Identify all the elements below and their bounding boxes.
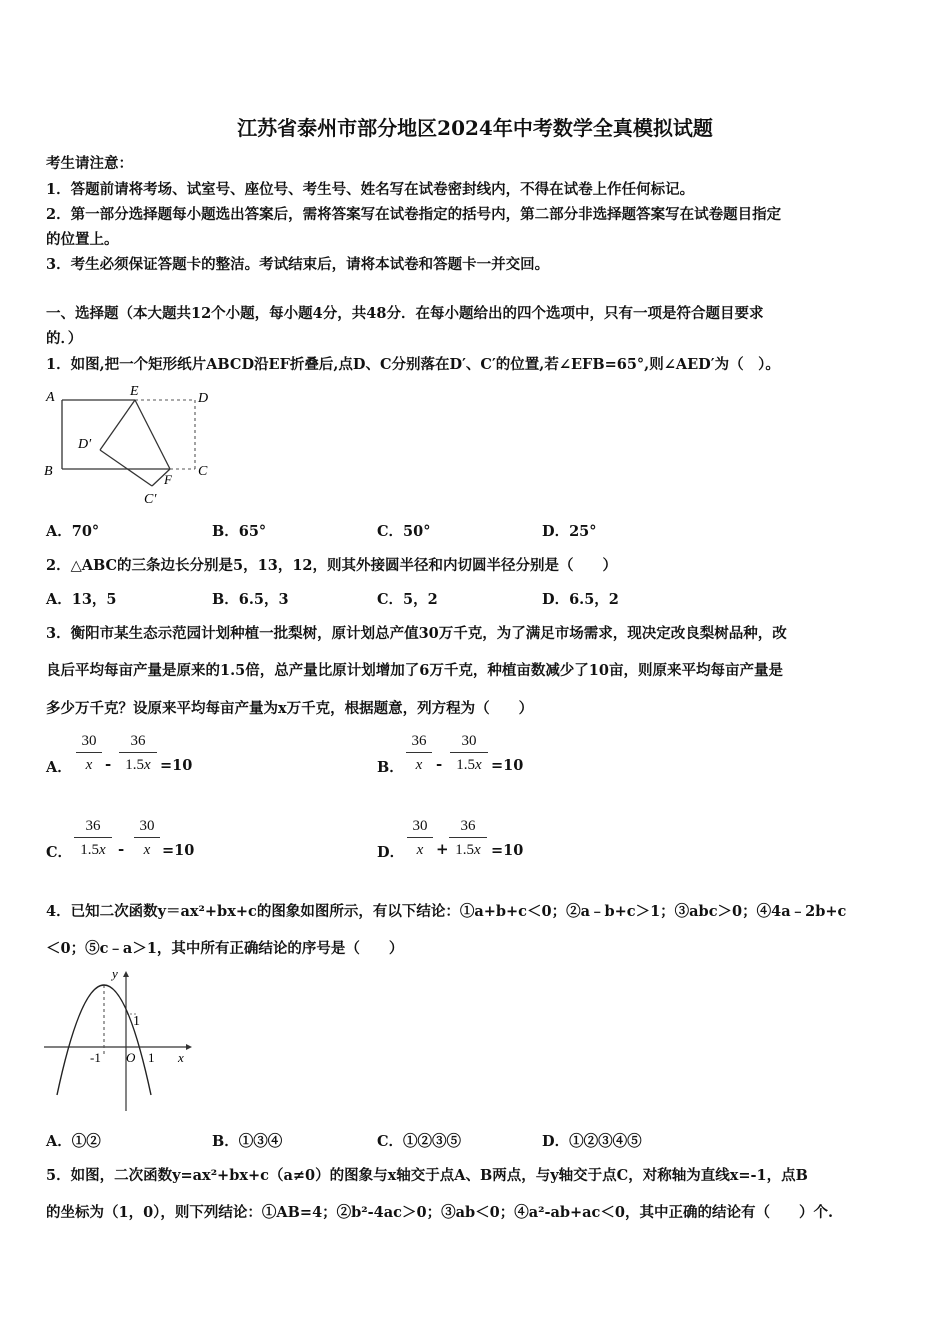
q4-option-d[interactable]: D．①②③④⑤ — [542, 1133, 642, 1150]
fraction: $\frac{36}{1.5x}$ — [449, 815, 487, 862]
fraction: $\frac{30}{x}$ — [134, 815, 160, 862]
q1-option-d[interactable]: D．25° — [542, 523, 597, 540]
fraction: $\frac{30}{x}$ — [407, 815, 433, 862]
question-5-stem-cont: 的坐标为（1，0），则下列结论：①AB=4；②b²-4ac＞0；③ab＜0；④a²-ab+ac＜0，其中正确的结论有（ ）个. — [46, 1204, 834, 1221]
notice-item: 的位置上。 — [46, 231, 119, 248]
fraction: $\frac{36}{1.5x}$ — [119, 730, 157, 777]
fraction: $\frac{36}{x}$ — [406, 730, 432, 777]
notice-item: 2．第一部分选择题每小题选出答案后，需将答案写在试卷指定的括号内，第二部分非选择题答案写在试卷题目指定 — [46, 206, 782, 223]
q1-option-c[interactable]: C．50° — [377, 523, 431, 540]
q1-option-a[interactable]: A．70° — [46, 523, 100, 540]
label-f: F — [164, 472, 172, 487]
q4-option-c[interactable]: C．①②③⑤ — [377, 1133, 462, 1150]
label-d: D — [198, 391, 209, 406]
equation-rhs: =10 — [160, 757, 193, 774]
q2-option-d[interactable]: D．6.5，2 — [542, 591, 619, 608]
question-4-stem: 4．已知二次函数y＝ax²+bx+c的图象如图所示，有以下结论：①a+b+c＜0；②a﹣b+c＞1；③abc＞0；④4a﹣2b+c — [46, 903, 847, 920]
label-c-prime: C′ — [144, 492, 157, 507]
question-2-stem: 2．△ABC的三条边长分别是5，13，12，则其外接圆半径和内切圆半径分别是（ ） — [46, 557, 617, 574]
operator: - — [436, 755, 443, 773]
equation-rhs: =10 — [491, 842, 524, 859]
question-4-stem-cont: ＜0；⑤c﹣a＞1，其中所有正确结论的序号是（ ） — [46, 940, 404, 957]
y-axis-label: y — [112, 966, 118, 981]
fraction: $\frac{30}{1.5x}$ — [450, 730, 488, 777]
section-heading-cont: 的．） — [46, 330, 83, 347]
question-1-figure — [40, 380, 230, 510]
q3-option-b-label[interactable]: B． — [377, 759, 404, 776]
operator: - — [105, 755, 112, 773]
q3-option-c-label[interactable]: C． — [46, 844, 73, 861]
equation-rhs: =10 — [491, 757, 524, 774]
label-a: A — [46, 390, 55, 405]
question-4-figure — [40, 965, 195, 1115]
q2-option-c[interactable]: C．5，2 — [377, 591, 438, 608]
question-5-stem: 5．如图，二次函数y=ax²+bx+c（a≠0）的图象与x轴交于点A、B两点，与y轴交于点C，对称轴为直线x=-1，点B — [46, 1167, 808, 1184]
q2-option-a[interactable]: A．13，5 — [46, 591, 117, 608]
fraction: $\frac{36}{1.5x}$ — [74, 815, 112, 862]
notice-item: 1．答题前请将考场、试室号、座位号、考生号、姓名写在试卷密封线内，不得在试卷上作任何标记。 — [46, 181, 695, 198]
question-3-stem-cont: 良后平均每亩产量是原来的1.5倍，总产量比原计划增加了6万千克，种植亩数减少了10亩，则原来平均每亩产量是 — [46, 662, 783, 679]
x-axis-label: x — [178, 1050, 184, 1065]
label-d-prime: D′ — [78, 437, 92, 452]
page-title: 江苏省泰州市部分地区2024年中考数学全真模拟试题 — [237, 116, 713, 140]
fraction: $\frac{30}{x}$ — [76, 730, 102, 777]
notice-item: 3．考生必须保证答题卡的整洁。考试结束后，请将本试卷和答题卡一并交回。 — [46, 256, 550, 273]
q4-option-a[interactable]: A．①② — [46, 1133, 101, 1150]
q3-option-d-label[interactable]: D． — [377, 844, 405, 861]
label-c: C — [198, 464, 208, 479]
neg-one-label: -1 — [90, 1050, 101, 1065]
q1-option-b[interactable]: B．65° — [212, 523, 267, 540]
origin-label: O — [126, 1050, 136, 1065]
equation-rhs: =10 — [162, 842, 195, 859]
operator: + — [436, 840, 449, 858]
notice-heading: 考生请注意： — [46, 155, 133, 172]
operator: - — [118, 840, 125, 858]
section-heading: 一、选择题（本大题共12个小题，每小题4分，共48分．在每小题给出的四个选项中，只有一项是符合题目要求 — [46, 305, 764, 322]
question-1-stem: 1．如图,把一个矩形纸片ABCD沿EF折叠后,点D、C分别落在D′、C′的位置,若∠EFB=65°,则∠AED′为（ ）。 — [46, 356, 780, 373]
q2-option-b[interactable]: B．6.5，3 — [212, 591, 289, 608]
label-e: E — [130, 384, 139, 399]
one-x-label: 1 — [148, 1050, 155, 1065]
y-intercept-label: 1 — [133, 1014, 140, 1029]
label-b: B — [44, 464, 53, 479]
q3-option-a-label[interactable]: A． — [46, 759, 72, 776]
question-3-stem: 3．衡阳市某生态示范园计划种植一批梨树，原计划总产值30万千克，为了满足市场需求，现决定改良梨树品种，改 — [46, 625, 787, 642]
q4-option-b[interactable]: B．①③④ — [212, 1133, 283, 1150]
question-3-stem-cont: 多少万千克？设原来平均每亩产量为x万千克，根据题意，列方程为（ ） — [46, 700, 534, 717]
